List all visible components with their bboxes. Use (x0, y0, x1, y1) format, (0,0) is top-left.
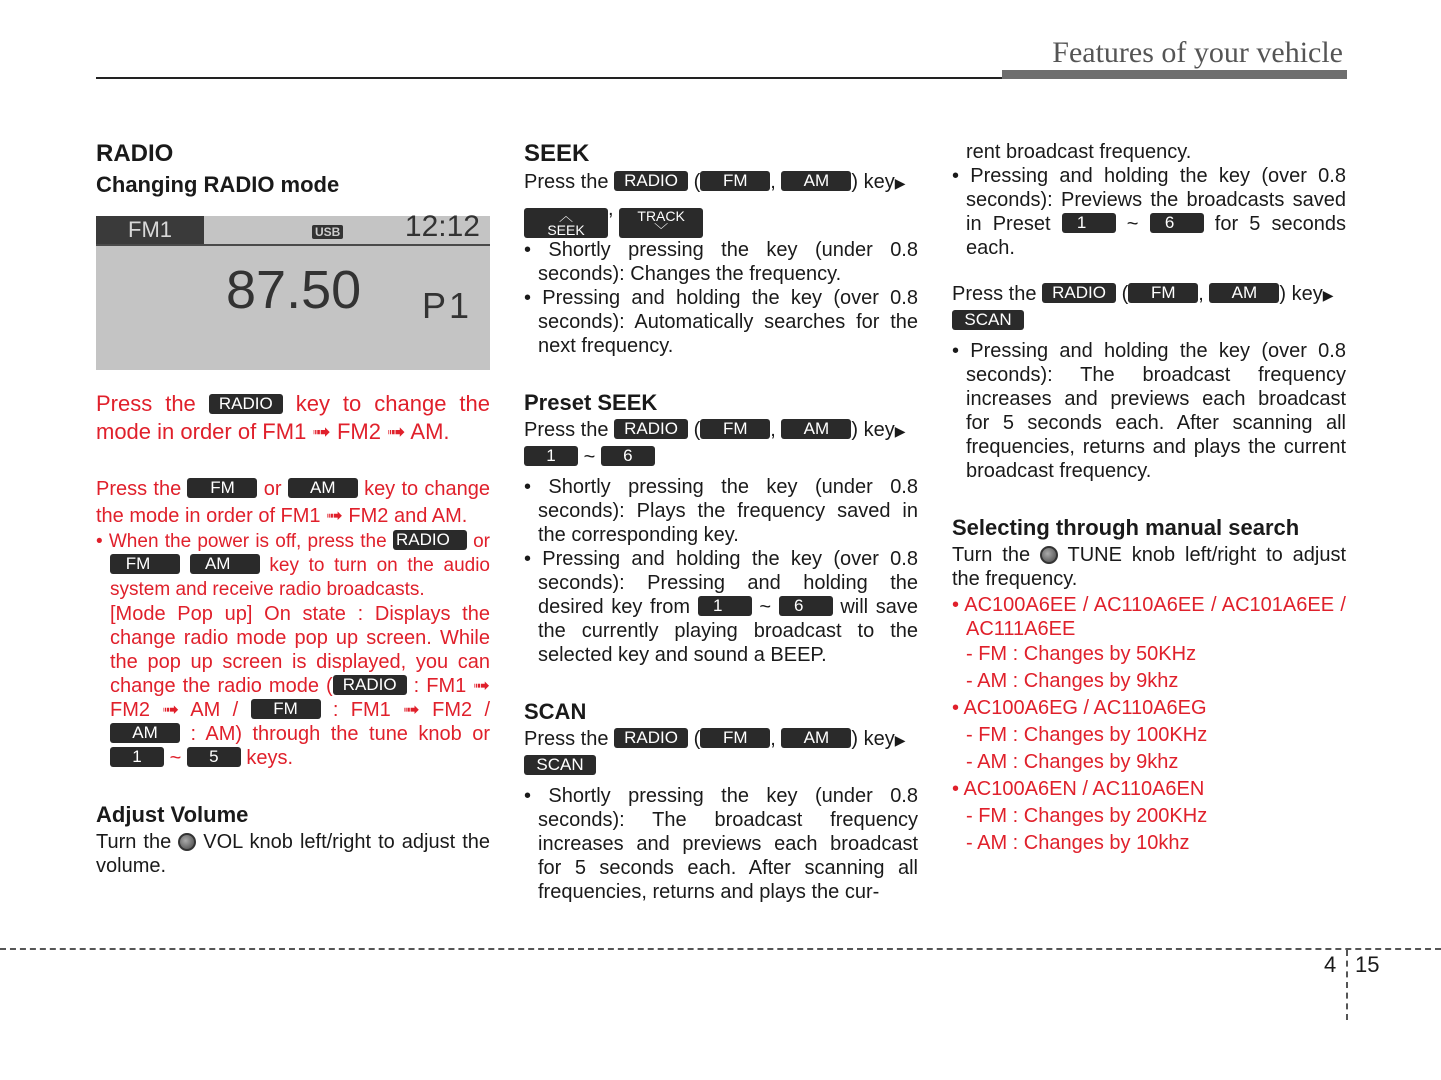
text: While the pop up screen is displayed, you can change the radio mode ( (110, 627, 490, 697)
scan-key-line (524, 754, 918, 778)
scan-press-line (524, 727, 918, 752)
chapter-number: 4 (1324, 952, 1337, 977)
column-left (96, 138, 490, 878)
text: will save the currently playing broadcast to the selected key and sound a BEEP. (538, 596, 918, 666)
am-key: AM (110, 723, 180, 743)
subtitle-manual-search: Selecting through manual search (952, 515, 1300, 540)
play-arrow-icon: ▶ (1322, 287, 1334, 303)
radio-key: RADIO (209, 394, 283, 414)
fm-key: FM (110, 554, 180, 574)
scan2-key-line (952, 309, 1346, 333)
play-arrow-icon: ▶ (894, 732, 906, 748)
preset-1-key: 1 (110, 747, 164, 767)
model-1-am: - AM : Changes by 9khz (966, 670, 1179, 692)
section-title-seek: SEEK (524, 140, 590, 167)
column-right (952, 138, 1346, 857)
text: , (608, 198, 614, 220)
subtitle-adjust-volume: Adjust Volume (96, 802, 249, 827)
seek-key (524, 208, 608, 238)
scan-bullet-1: • Shortly pressing the key (under 0.8 seconds): The broadcast frequency increases and previews each broadcast for 5 seconds each. After scanning all frequencies, returns and plays the cur- (524, 785, 918, 903)
display-mode: FM1 (96, 216, 204, 244)
text: key to change the mode in order of FM1 ➟ FM2 and AM. (96, 478, 491, 527)
page-number-divider (1346, 950, 1348, 1020)
model-group-3: • AC100A6EN / AC110A6EN (952, 778, 1205, 800)
text: , (1198, 283, 1204, 305)
mode-popup-text (96, 602, 490, 770)
text: Press the (524, 728, 609, 750)
page-number: 15 (1355, 952, 1380, 977)
am-key: AM (781, 419, 851, 439)
text: ) key (851, 171, 895, 193)
column-middle (524, 138, 918, 904)
text: ) key (1279, 283, 1323, 305)
text: ( (693, 419, 701, 441)
tune-knob-icon (1040, 546, 1058, 564)
preset-bullet-2 (524, 547, 918, 667)
text: Press the (96, 478, 182, 500)
bullet-power-off (96, 530, 490, 602)
text: • When the power is off, press the (96, 531, 387, 552)
text: key to turn on the audio system and receive radio broadcasts. (110, 555, 490, 600)
text: ) key (851, 728, 895, 750)
text: • Pressing and holding the key (over 0.8 seconds): Pressing and holding the desired key from (524, 548, 918, 618)
text: key to change the mode in order of FM1 ➟ FM2 ➟ AM. (96, 391, 490, 444)
seek-bullet-2: • Pressing and holding the key (over 0.8 seconds): Automatically searches for the next frequency. (524, 287, 918, 357)
text: [Mode Pop up] On state : Displays the change radio mode pop up screen. (110, 603, 490, 649)
text: Press the (96, 391, 196, 416)
seek-track-keys (524, 197, 918, 238)
display-time: 12:12 (404, 210, 480, 243)
am-key: AM (190, 554, 260, 574)
text: ~ (759, 596, 772, 618)
usb-icon: USB (312, 225, 343, 239)
model-group-1: • AC100A6EE / AC110A6EE / AC101A6EE / AC111A6EE (952, 594, 1346, 640)
text: keys. (246, 747, 294, 769)
para-fm-am-key (96, 476, 490, 530)
fm-key: FM (1128, 283, 1198, 303)
header-title: Features of your vehicle (1052, 36, 1343, 69)
preset-bullet-1: • Shortly pressing the key (under 0.8 seconds): Plays the frequency saved in the corresponding key. (524, 476, 918, 546)
text: , (770, 728, 776, 750)
preset-1-key: 1 (524, 446, 578, 466)
seek-bullet-1: • Shortly pressing the key (under 0.8 seconds): Changes the frequency. (524, 239, 918, 285)
vol-knob-icon (178, 833, 196, 851)
preset-6-key: 6 (601, 446, 655, 466)
down-chevron-icon: ﹀ (654, 222, 669, 238)
text: Press the (952, 283, 1037, 305)
para-radio-key (96, 390, 490, 446)
radio-key: RADIO (614, 171, 688, 191)
para-tune-knob (952, 543, 1346, 591)
text: VOL knob left/right to adjust the volume. (96, 831, 490, 877)
text: : FM1 ➟ FM2 ➟ AM / (110, 675, 490, 721)
preset-scan-bullet (952, 164, 1346, 260)
text: Turn the (952, 544, 1031, 566)
header-rule (96, 77, 1002, 79)
text: • Pressing and holding the key (over 0.8 seconds): Previews the broadcasts saved in Preset (952, 165, 1346, 235)
up-chevron-icon: ︿ (559, 208, 573, 224)
radio-key: RADIO (1042, 283, 1116, 303)
subtitle-preset-seek: Preset SEEK (524, 390, 658, 415)
radio-key: RADIO (393, 530, 467, 550)
text: : AM) through the tune knob or (190, 723, 490, 745)
text: ( (1121, 283, 1129, 305)
scan2-press-line (952, 282, 1346, 307)
model-3-fm: - FM : Changes by 200KHz (966, 805, 1208, 827)
text: ) key (851, 419, 895, 441)
fm-key: FM (700, 171, 770, 191)
preset-press-line (524, 418, 918, 443)
seek-label: SEEK (547, 222, 585, 238)
text: for 5 seconds each. (966, 213, 1346, 259)
footer-divider (0, 948, 1441, 950)
preset-1-key: 1 (698, 596, 752, 616)
am-key: AM (288, 478, 358, 498)
preset-keys (524, 445, 918, 469)
scan-key: SCAN (524, 755, 596, 775)
radio-display-image (96, 210, 490, 370)
model-2-am: - AM : Changes by 9khz (966, 751, 1179, 773)
fm-key: FM (251, 699, 321, 719)
display-preset: P1 (422, 285, 473, 326)
text: or (473, 531, 491, 552)
play-arrow-icon: ▶ (894, 423, 906, 439)
subtitle-scan: SCAN (524, 699, 587, 724)
text: : FM1 ➟ FM2 / (332, 699, 490, 721)
model-3-am: - AM : Changes by 10khz (966, 832, 1190, 854)
model-1-fm: - FM : Changes by 50KHz (966, 643, 1197, 665)
fm-key: FM (700, 419, 770, 439)
radio-key: RADIO (333, 675, 407, 695)
fm-key: FM (700, 728, 770, 748)
scan-key: SCAN (952, 310, 1024, 330)
text: ~ (1126, 213, 1139, 235)
seek-press-line (524, 170, 918, 195)
play-arrow-icon: ▶ (894, 175, 906, 191)
text: Turn the (96, 831, 172, 853)
am-key: AM (781, 171, 851, 191)
fm-key: FM (187, 478, 257, 498)
text: ( (693, 171, 701, 193)
section-title-radio: RADIO (96, 140, 174, 167)
scan-hold-bullet: • Pressing and holding the key (over 0.8 seconds): The broadcast frequency increases and previews each broadcast for 5 seconds each. After scanning all frequencies, returns and plays the current broadcast frequency. (952, 340, 1346, 482)
text: ( (693, 728, 701, 750)
text: , (770, 419, 776, 441)
track-label: TRACK (637, 208, 685, 224)
preset-6-key: 6 (1150, 213, 1204, 233)
subtitle-changing-mode: Changing RADIO mode (96, 172, 340, 197)
text: Press the (524, 171, 609, 193)
preset-6-key: 6 (779, 596, 833, 616)
text: ~ (169, 747, 182, 769)
para-volume (96, 830, 490, 878)
text: ~ (583, 446, 596, 468)
display-frequency: 87.50 (226, 260, 362, 320)
am-key: AM (781, 728, 851, 748)
header-bar (1002, 70, 1347, 79)
text: , (770, 171, 776, 193)
model-group-2: • AC100A6EG / AC110A6EG (952, 697, 1207, 719)
text: Press the (524, 419, 609, 441)
preset-1-key: 1 (1062, 213, 1116, 233)
preset-5-key: 5 (187, 747, 241, 767)
track-key (619, 208, 703, 238)
radio-key: RADIO (614, 728, 688, 748)
am-key: AM (1209, 283, 1279, 303)
model-2-fm: - FM : Changes by 100KHz (966, 724, 1208, 746)
radio-key: RADIO (614, 419, 688, 439)
text: TUNE knob left/right to adjust the frequency. (952, 544, 1347, 590)
text: or (263, 478, 282, 500)
scan-continuation: rent broadcast frequency. (966, 141, 1192, 163)
